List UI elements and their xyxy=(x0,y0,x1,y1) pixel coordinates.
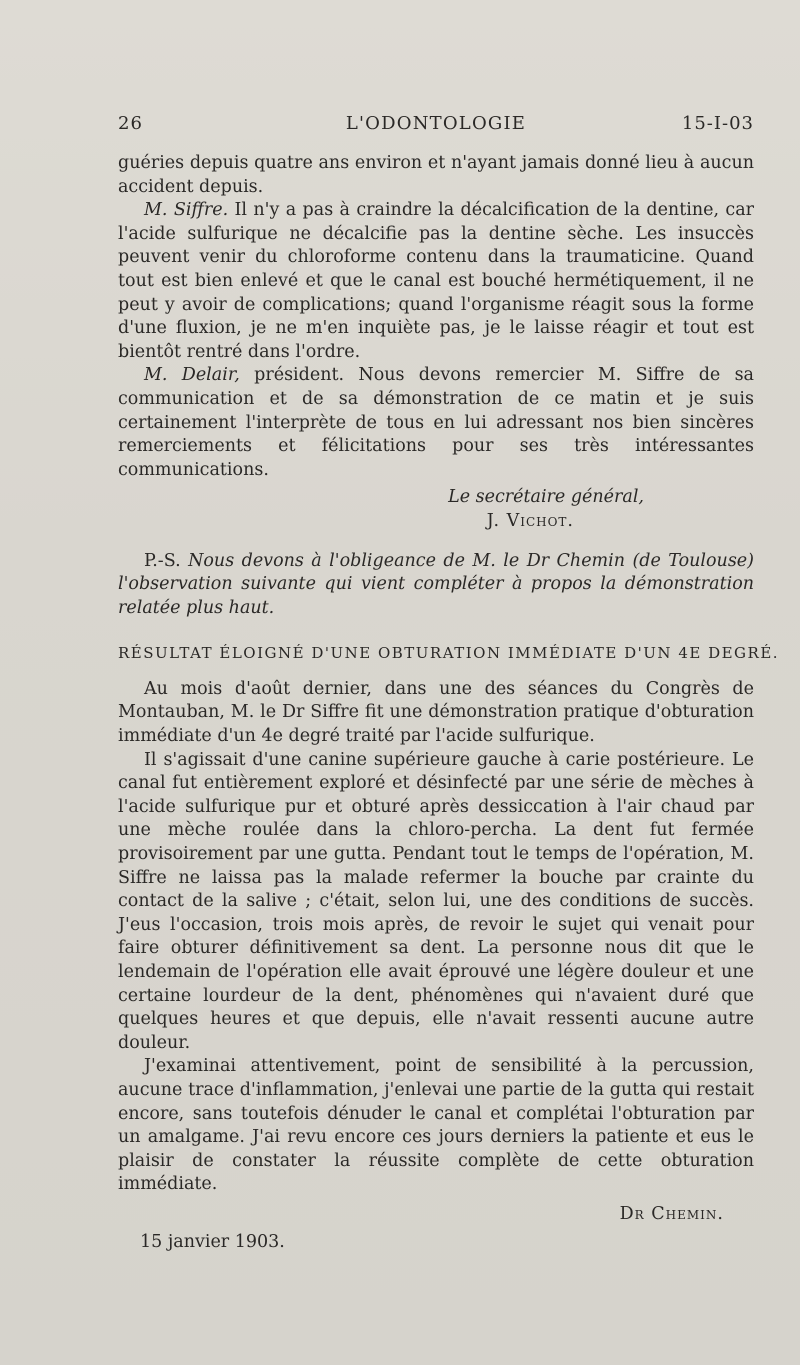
paragraph-siffre-text: Il n'y a pas à craindre la décalcification de la dentine, car l'acide sulfurique ne décalcifie pas la dentine sèche. Les insuccès peuvent venir du chloroforme contenu dans la traumaticine. Quand tout est bien enlevé et que le canal est bouché hermétiquement, il ne peut y avoir de complications; quand l'organisme réagit sous la forme d'une fluxion, je ne m'en inquiète pas, je le laisse réagir et tout est bientôt rentré dans l'ordre. xyxy=(118,200,754,362)
author-signature: Dr Chemin. xyxy=(619,1203,724,1224)
running-header xyxy=(118,113,754,143)
paragraph-delair-text: président. Nous devons remercier M. Siffre de sa communication et de sa démonstration de ce matin et je suis certainement l'interprète de tous en lui adressant nos bien sincères remerciements et félicitations pour ses très intéressantes communications. xyxy=(118,365,754,480)
postscript-prefix: P.-S. xyxy=(144,550,189,571)
article-paragraph-2: Il s'agissait d'une canine supérieure gauche à carie postérieure. Le canal fut entièrement exploré et désinfecté par une série de mèches à l'acide sulfurique pur et obturé après dessiccation à l'air chaud par une mèche roulée dans la chloro-percha. La dent fut fermée provisoirement par une gutta. Pendant tout le temps de l'opération, M. Siffre ne laissa pas la malade refermer la bouche par crainte du contact de la salive ; c'était, selon lui, une des conditions de succès. J'eus l'occasion, trois mois après, de revoir le sujet qui venait pour faire obturer définitivement sa dent. La personne nous dit que le lendemain de l'opération elle avait éprouvé une légère douleur et une certaine lourdeur de la dent, phénomènes qui n'avaient duré que quelques heures et que depuis, elle n'avait ressenti aucune autre douleur. xyxy=(118,749,754,1053)
signature-name: J. Vichot. xyxy=(486,510,574,531)
paragraph-continuation: guéries depuis quatre ans environ et n'ayant jamais donné lieu à aucun accident depuis. xyxy=(118,153,754,197)
speaker-siffre: M. Siffre. xyxy=(144,200,229,221)
signature-title: Le secrétaire général, xyxy=(448,487,644,508)
postscript-text: Nous devons à l'obligeance de M. le Dr Chemin (de Toulouse) l'observation suivante qui vient compléter à propos la démonstration relatée plus haut. xyxy=(118,550,754,618)
article-paragraph-1: Au mois d'août dernier, dans une des séances du Congrès de Montauban, M. le Dr Siffre fit une démonstration pratique d'obturation immédiate d'un 4e degré traité par l'acide sulfurique. xyxy=(118,678,754,747)
speaker-delair: M. Delair, xyxy=(144,365,240,386)
paragraph-delair xyxy=(118,364,754,482)
issue-date: 15-I-03 xyxy=(681,113,754,134)
letter-date: 15 janvier 1903. xyxy=(140,1231,285,1252)
journal-title: L'ODONTOLOGIE xyxy=(345,113,527,134)
page-number: 26 xyxy=(118,113,143,134)
section-heading: RÉSULTAT ÉLOIGNÉ D'UNE OBTURATION IMMÉDIATE D'UN 4E DEGRÉ. xyxy=(118,644,780,663)
article-body xyxy=(118,152,780,1254)
paragraph-siffre xyxy=(118,199,754,364)
postscript xyxy=(118,550,754,621)
article-paragraph-3: J'examinai attentivement, point de sensibilité à la percussion, aucune trace d'inflammation, j'enlevai une partie de la gutta qui restait encore, sans toutefois dénuder le canal et complétai l'obturation par un amalgame. J'ai revu encore ces jours derniers la patiente et eus le plaisir de constater la réussite complète de cette obturation immédiate. xyxy=(118,1056,754,1195)
